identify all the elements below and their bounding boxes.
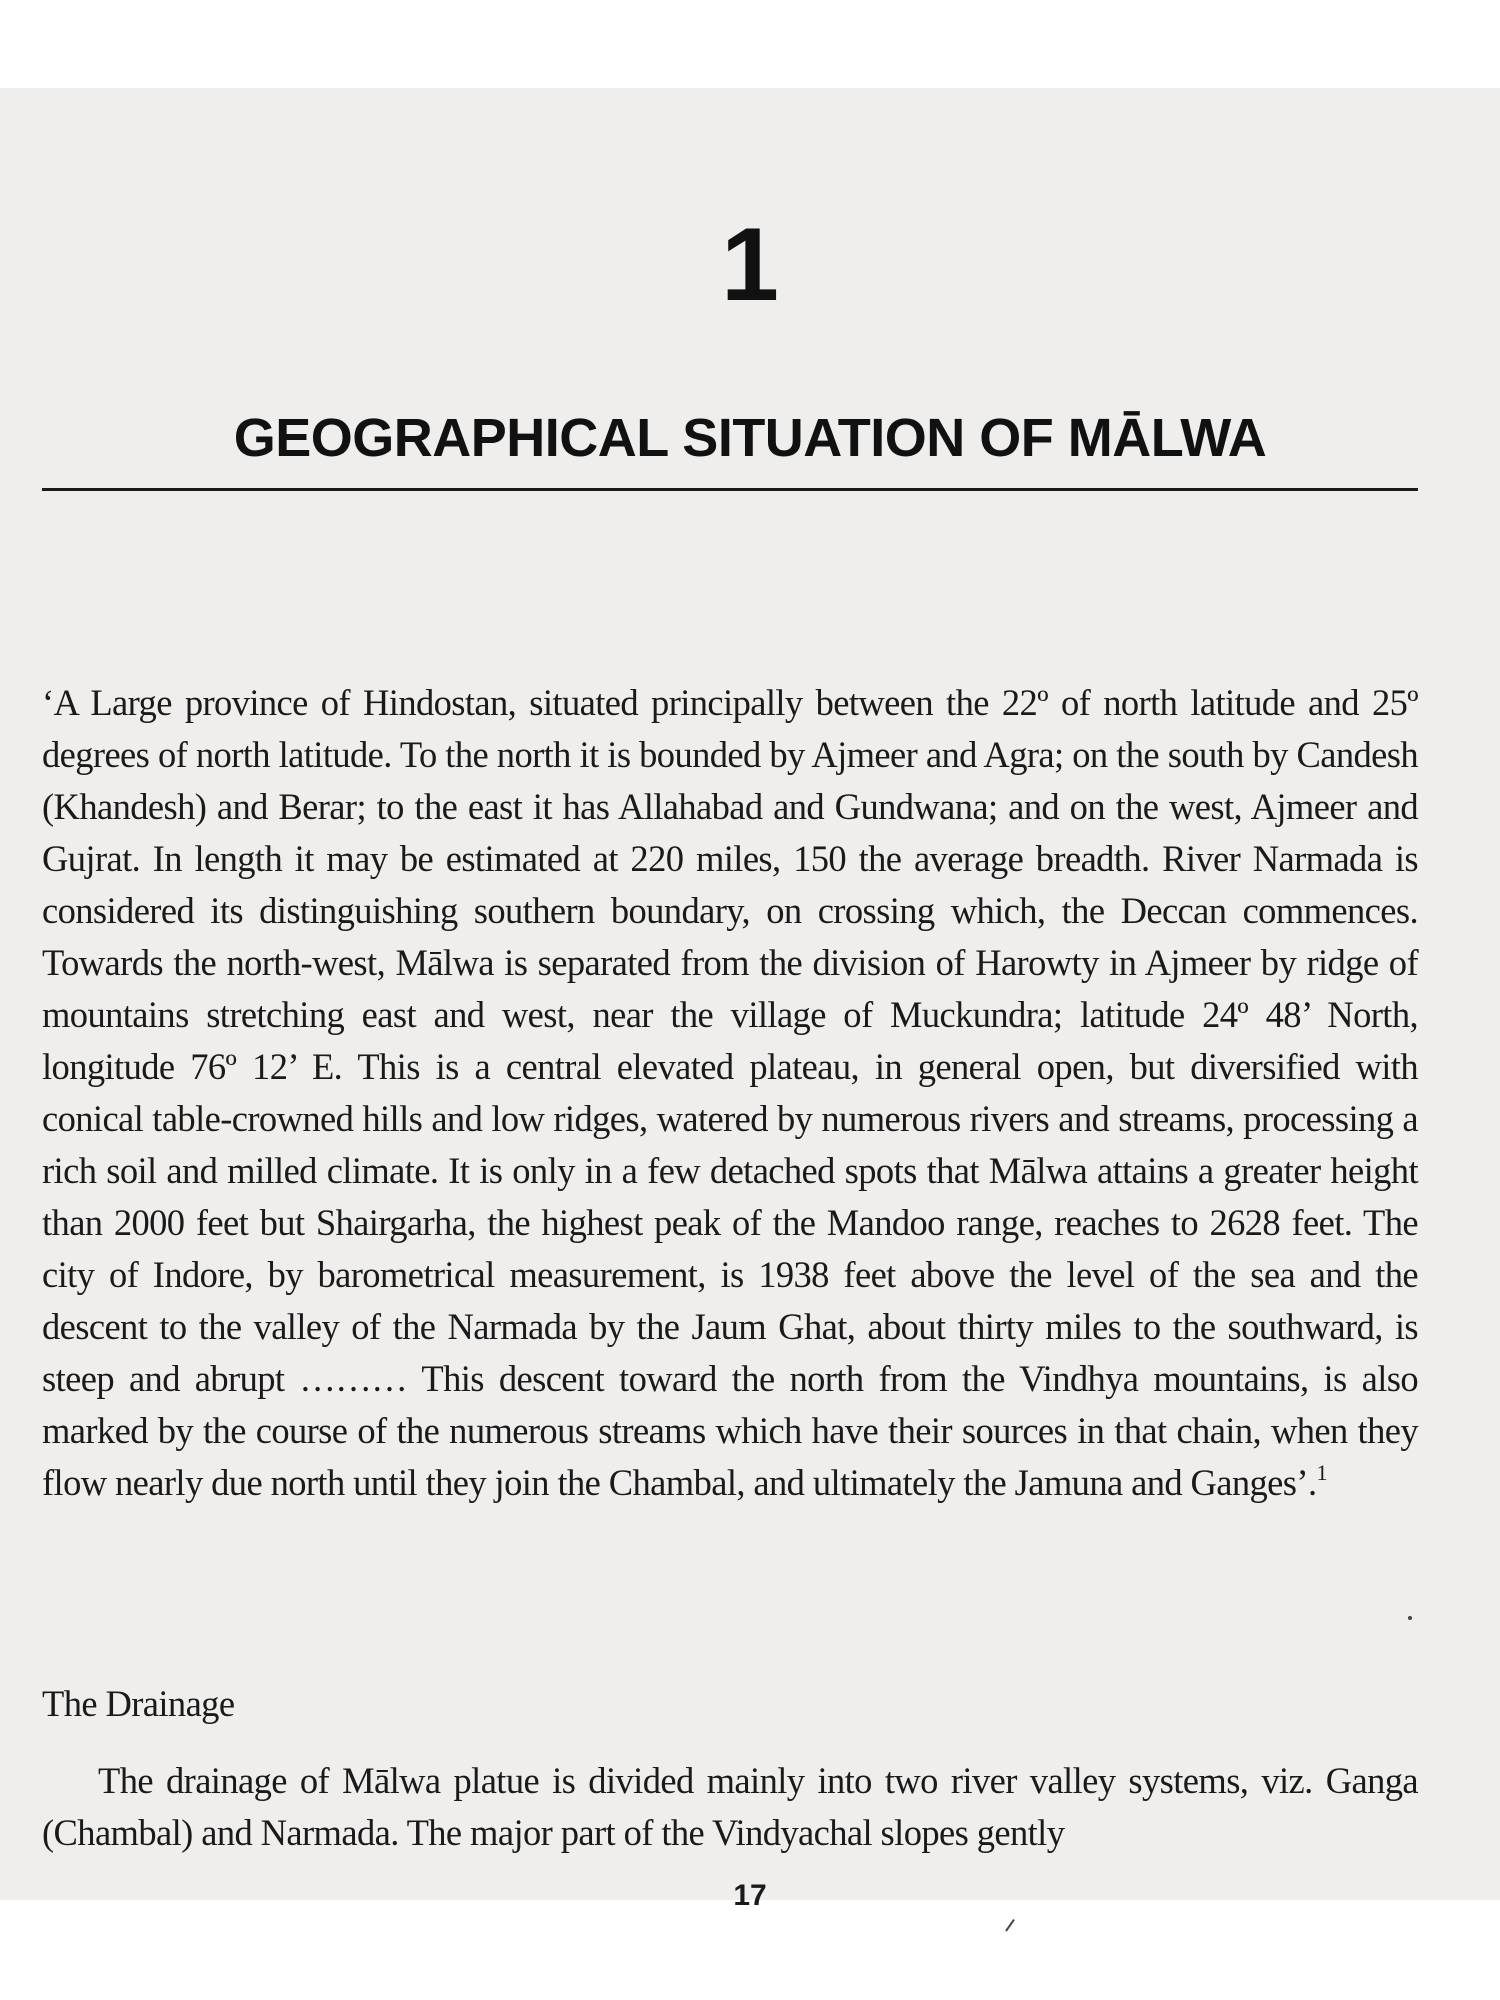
book-page: [0, 88, 1500, 1912]
footnote-marker[interactable]: 1: [1316, 1460, 1327, 1485]
stray-ink-dot: [1408, 1616, 1412, 1620]
body-paragraph: The drainage of Mālwa platue is divided mainly into two river valley systems, viz. Ganga (Chambal) and Narmada. The major part of the Vindyachal slopes gently: [42, 1760, 1418, 1853]
page-number: 17: [733, 1879, 767, 1912]
stray-ink-mark: [1005, 1919, 1015, 1932]
title-underline-rule: [42, 488, 1418, 491]
chapter-title: GEOGRAPHICAL SITUATION OF MĀLWA: [233, 408, 1267, 468]
quote-text: ‘A Large province of Hindostan, situated principally between the 22º of north latitude and 25º degrees of north latitude. To the north it is bounded by Ajmeer and Agra; on the south by Candesh (Khandesh) and Berar; to the east it has Allahabad and Gundwana; and on the west, Ajmeer and Gujrat. In length it may be estimated at 220 miles, 150 the average breadth. River Narmada is considered its distinguishing southern boundary, on crossing which, the Deccan commences. Towards the north-west, Mālwa is separated from the division of Harowty in Ajmeer by ridge of mountains stretching east and west, near the village of Muckundra; latitude 24º 48’ North, longitude 76º 12’ E. This is a central elevated plateau, in general open, but diversified with conical table-crowned hills and low ridges, watered by numerous rivers and streams, processing a rich soil and milled climate. It is only in a few detached spots that Mālwa attains a greater height than 2000 feet but Shairgarha, the highest peak of the Mandoo range, reaches to 2628 feet. The city of Indore, by barometrical measurement, is 1938 feet above the level of the sea and the descent to the valley of the Narmada by the Jaum Ghat, about thirty miles to the southward, is steep and abrupt ……… This descent toward the north from the Vindhya mountains, is also marked by the course of the numerous streams which have their sources in that chain, when they flow nearly due north until they join the Chambal, and ultimately the Jamuna and Ganges’.: [42, 682, 1418, 1503]
section-heading: The Drainage: [42, 1683, 235, 1724]
quoted-description-paragraph: [42, 677, 1418, 1509]
chapter-number: 1: [721, 207, 779, 323]
